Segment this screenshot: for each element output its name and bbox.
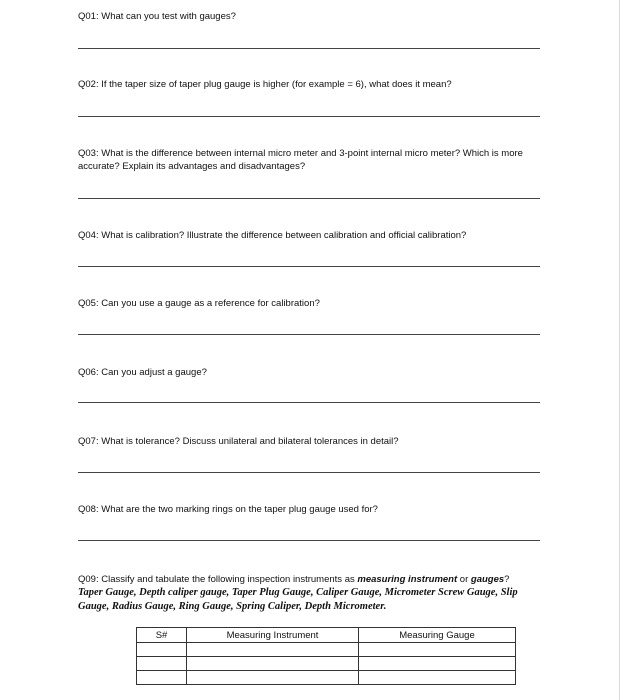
answer-line-7[interactable]: [78, 472, 540, 473]
question-3: [78, 147, 553, 173]
answer-line-8[interactable]: [78, 540, 540, 541]
table-cell[interactable]: [359, 671, 516, 685]
question-1: [78, 10, 236, 23]
term-gauges: gauges: [470, 574, 505, 585]
question-8: [78, 503, 378, 516]
table-cell[interactable]: [137, 643, 187, 657]
question-7: [78, 435, 399, 448]
question-4-text: What is calibration? Illustrate the difference between calibration and official calibration?: [101, 230, 467, 241]
table-row: [137, 643, 516, 657]
header-sno: S#: [137, 628, 187, 643]
question-5: [78, 297, 320, 310]
answer-line-6[interactable]: [78, 402, 540, 403]
table-cell[interactable]: [137, 671, 187, 685]
header-measuring-gauge: Measuring Gauge: [359, 628, 516, 643]
table-cell[interactable]: [137, 657, 187, 671]
question-9-number: Q09:: [78, 574, 99, 585]
classification-table: [136, 627, 516, 685]
table-cell[interactable]: [187, 671, 359, 685]
table-header-row: [137, 628, 516, 643]
instrument-list: Taper Gauge, Depth caliper gauge, Taper Plug Gauge, Caliper Gauge, Micrometer Screw Gauge, Slip Gauge, Radius Gauge, Ring Gauge, Spring Caliper, Depth Micrometer.: [78, 587, 518, 612]
answer-line-1[interactable]: [78, 48, 540, 49]
question-2: [78, 78, 452, 91]
question-5-text: Can you use a gauge as a reference for calibration?: [101, 298, 320, 309]
table-row: [137, 657, 516, 671]
question-8-text: What are the two marking rings on the taper plug gauge used for?: [101, 504, 378, 515]
table-row: [137, 671, 516, 685]
answer-line-5[interactable]: [78, 334, 540, 335]
question-6-number: Q06:: [78, 367, 99, 378]
question-8-number: Q08:: [78, 504, 99, 515]
question-3-text: What is the difference between internal micro meter and 3-point internal micro meter? Which is more accurate? Explain its advantages and disadvantages?: [78, 148, 523, 172]
question-3-number: Q03:: [78, 148, 99, 159]
answer-line-3[interactable]: [78, 198, 540, 199]
header-measuring-instrument: Measuring Instrument: [187, 628, 359, 643]
question-5-number: Q05:: [78, 298, 99, 309]
table-cell[interactable]: [359, 643, 516, 657]
question-2-text: If the taper size of taper plug gauge is higher (for example = 6), what does it mean?: [101, 79, 452, 90]
table-cell[interactable]: [187, 643, 359, 657]
question-2-number: Q02:: [78, 79, 99, 90]
answer-line-2[interactable]: [78, 116, 540, 117]
term-measuring-instrument: measuring instrument: [357, 574, 458, 585]
question-7-number: Q07:: [78, 436, 99, 447]
table-cell[interactable]: [187, 657, 359, 671]
question-9: [78, 573, 553, 586]
question-6: [78, 366, 207, 379]
answer-line-4[interactable]: [78, 266, 540, 267]
question-9-text: Classify and tabulate the following inspection instruments as: [101, 574, 358, 585]
question-7-text: What is tolerance? Discuss unilateral and bilateral tolerances in detail?: [101, 436, 399, 447]
question-9-suffix: ?: [504, 574, 510, 585]
question-6-text: Can you adjust a gauge?: [101, 367, 207, 378]
question-9-conj: or: [457, 574, 471, 585]
table-cell[interactable]: [359, 657, 516, 671]
question-4-number: Q04:: [78, 230, 99, 241]
question-1-text: What can you test with gauges?: [101, 11, 236, 22]
question-1-number: Q01:: [78, 11, 99, 22]
question-4: [78, 229, 466, 242]
